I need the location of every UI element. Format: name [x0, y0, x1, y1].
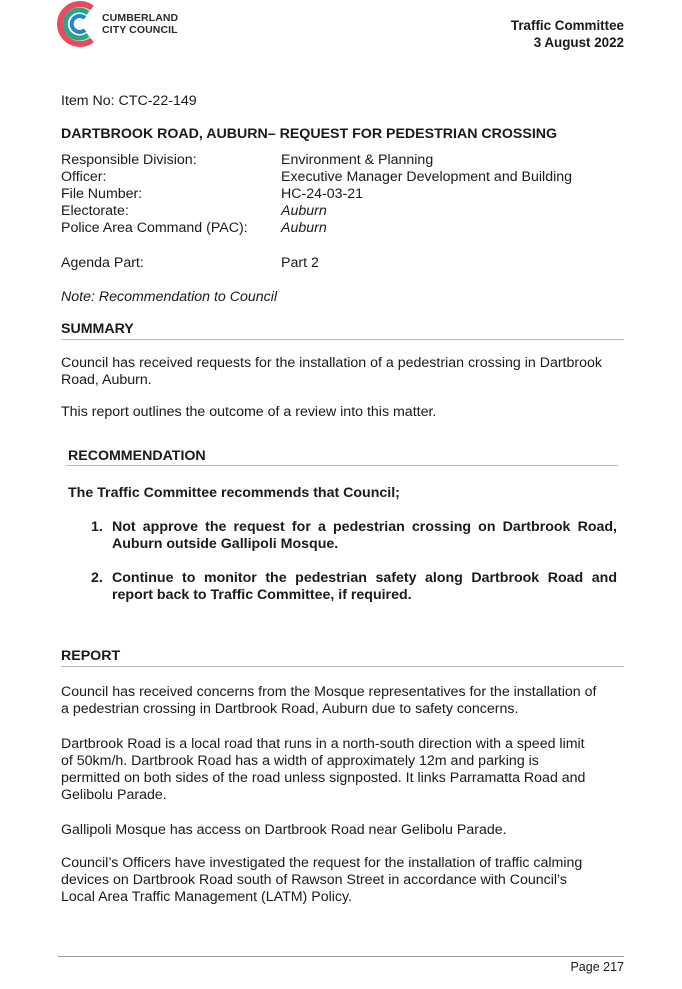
- meta-label-officer: Officer:: [61, 169, 107, 185]
- report-divider: [61, 666, 624, 667]
- recommendation-item-2-number: 2.: [91, 570, 103, 586]
- council-name: [102, 12, 178, 36]
- meta-value-agenda-part: Part 2: [281, 255, 319, 271]
- recommendation-item-1-line2: Auburn outside Gallipoli Mosque.: [112, 536, 339, 552]
- report-p4-line3: Local Area Traffic Management (LATM) Policy.: [61, 889, 352, 905]
- meta-value-electorate: Auburn: [281, 203, 327, 219]
- meeting-date: 3 August 2022: [533, 35, 624, 50]
- report-title: DARTBROOK ROAD, AUBURN– REQUEST FOR PEDESTRIAN CROSSING: [61, 126, 558, 142]
- recommendation-intro: The Traffic Committee recommends that Council;: [68, 485, 400, 501]
- council-name-line2: CITY COUNCIL: [102, 24, 178, 36]
- report-paragraph-2: [61, 736, 626, 804]
- item-number: Item No: CTC-22-149: [61, 93, 197, 109]
- recommendation-item-1-text: [112, 519, 617, 553]
- meta-value-file-number: HC-24-03-21: [281, 186, 364, 202]
- meta-value-pac: Auburn: [281, 220, 327, 236]
- summary-p1-line1: Council has received requests for the installation of a pedestrian crossing in Dartbrook: [61, 355, 602, 371]
- recommendation-item-2-line1: Continue to monitor the pedestrian safety along Dartbrook Road and: [112, 570, 617, 586]
- committee-name: Traffic Committee: [510, 18, 624, 33]
- header-meeting-info: [511, 17, 624, 51]
- report-p1-line2: a pedestrian crossing in Dartbrook Road, Auburn due to safety concerns.: [61, 701, 519, 717]
- summary-paragraph-2: This report outlines the outcome of a review into this matter.: [61, 404, 437, 420]
- meta-value-division: Environment & Planning: [281, 152, 434, 168]
- report-paragraph-1: [61, 684, 626, 718]
- recommendation-item-2-line2: report back to Traffic Committee, if required.: [112, 587, 412, 603]
- report-p4-line1: Council’s Officers have investigated the request for the installation of traffic calming: [61, 855, 583, 871]
- report-p2-line3: permitted on both sides of the road unless signposted. It links Parramatta Road and: [61, 770, 586, 786]
- report-heading: REPORT: [61, 648, 121, 664]
- meta-label-file-number: File Number:: [61, 186, 143, 202]
- meta-label-electorate: Electorate:: [61, 203, 129, 219]
- meta-label-agenda-part: Agenda Part:: [61, 255, 144, 271]
- recommendation-heading: RECOMMENDATION: [68, 448, 206, 464]
- recommendation-item-2-text: [112, 570, 617, 604]
- council-name-line1: CUMBERLAND: [102, 12, 179, 24]
- page-number: Page 217: [570, 960, 624, 974]
- meta-value-officer: Executive Manager Development and Building: [281, 169, 573, 185]
- recommendation-divider: [66, 465, 618, 466]
- footer-divider: [58, 956, 624, 957]
- summary-heading: SUMMARY: [61, 321, 134, 337]
- summary-paragraph-1: [61, 355, 626, 389]
- summary-p1-line2: Road, Auburn.: [61, 372, 152, 388]
- report-p3-line1: Gallipoli Mosque has access on Dartbrook Road near Gelibolu Parade.: [61, 822, 507, 838]
- meta-label-pac: Police Area Command (PAC):: [61, 220, 248, 236]
- report-paragraph-4: [61, 855, 626, 906]
- recommendation-item-1-number: 1.: [91, 519, 103, 535]
- recommendation-item-1-line1: Not approve the request for a pedestrian crossing on Dartbrook Road,: [112, 519, 617, 535]
- report-p4-line2: devices on Dartbrook Road south of Rawson Street in accordance with Council’s: [61, 872, 568, 888]
- report-paragraph-3: [61, 822, 626, 839]
- report-p2-line2: of 50km/h. Dartbrook Road has a width of approximately 12m and parking is: [61, 753, 539, 769]
- recommendation-item-1: [91, 519, 617, 555]
- recommendation-note: Note: Recommendation to Council: [61, 289, 278, 305]
- report-p2-line1: Dartbrook Road is a local road that runs in a north-south direction with a speed limit: [61, 736, 585, 752]
- council-logo-icon: [52, 0, 104, 50]
- report-p1-line1: Council has received concerns from the Mosque representatives for the installation of: [61, 684, 597, 700]
- meta-label-division: Responsible Division:: [61, 152, 197, 168]
- recommendation-item-2: [91, 570, 617, 606]
- summary-divider: [61, 339, 624, 340]
- report-p2-line4: Gelibolu Parade.: [61, 787, 167, 803]
